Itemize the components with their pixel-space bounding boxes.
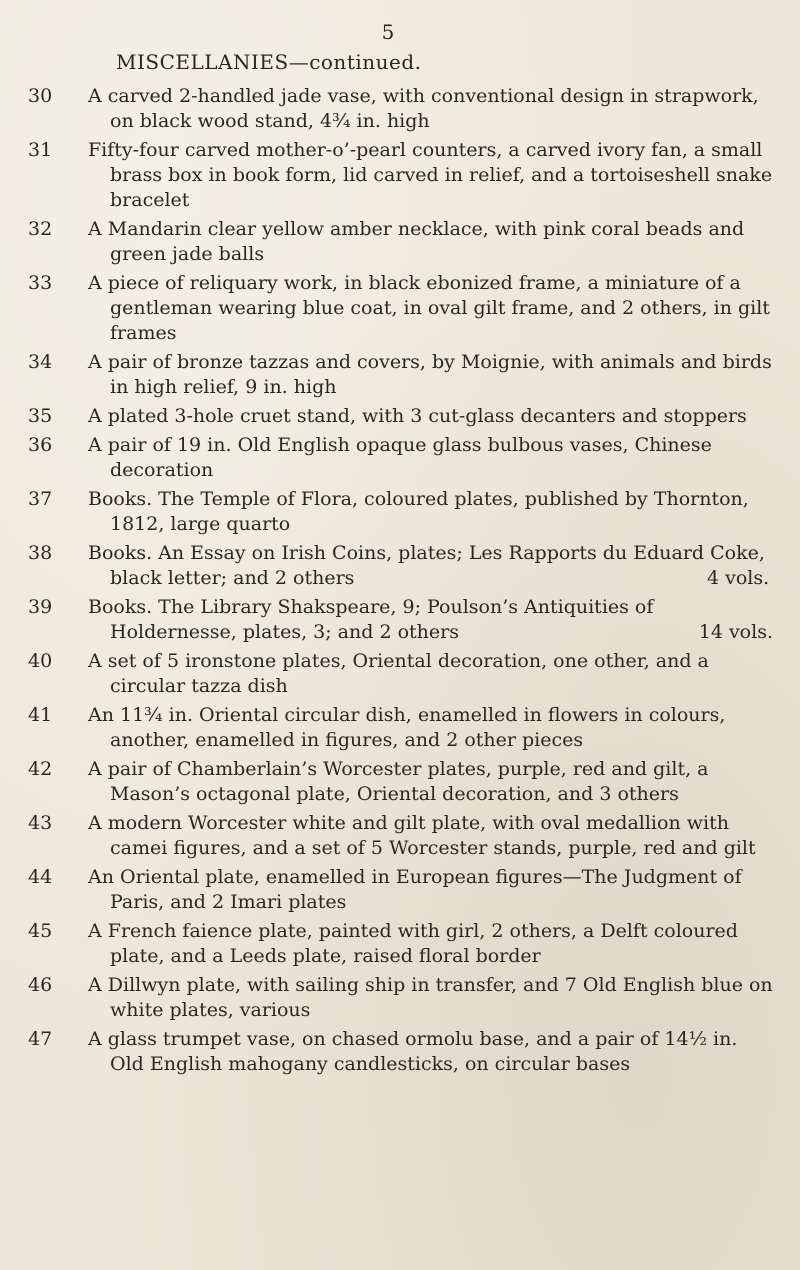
lot-volume-count: 14 vols. [698,621,773,643]
lot-number: 32 [28,218,53,240]
lot-description [88,595,773,645]
lot-entry-45 [28,919,773,969]
lot-description: A Dillwyn plate, with sailing ship in transfer, and 7 Old English blue on white plates, various [88,974,773,1021]
lot-description [88,541,773,591]
lot-entry-33 [28,271,773,346]
lot-description: Books. The Temple of Flora, coloured plates, published by Thornton, 1812, large quarto [88,488,749,535]
lot-entry-35 [28,404,773,429]
lot-description: A piece of reliquary work, in black ebonized frame, a miniature of a gentleman wearing blue coat, in oval gilt frame, and 2 others, in gilt frames [88,272,770,344]
lot-description: An Oriental plate, enamelled in European figures—The Judgment of Paris, and 2 Imari plates [88,866,742,913]
lot-description: An 11¾ in. Oriental circular dish, enamelled in flowers in colours, another, enamelled in figures, and 2 other pieces [88,704,726,751]
lot-entry-40 [28,649,773,699]
lot-description: A pair of bronze tazzas and covers, by Moignie, with animals and birds in high relief, 9 in. high [88,351,772,398]
lot-entry-43 [28,811,773,861]
lot-entry-41 [28,703,773,753]
lot-description: A modern Worcester white and gilt plate, with oval medallion with camei figures, and a set of 5 Worcester stands, purple, red and gilt [88,812,756,859]
lot-entry-42 [28,757,773,807]
lot-number: 43 [28,812,53,834]
lot-number: 31 [28,139,53,161]
lot-description: A pair of 19 in. Old English opaque glass bulbous vases, Chinese decoration [88,434,712,481]
lot-number: 41 [28,704,53,726]
lot-entry-44 [28,865,773,915]
lot-description-text: Books. The Library Shakspeare, 9; Poulson’s Antiquities of Holdernesse, plates, 3; and 2 others [88,596,654,643]
lot-description: A pair of Chamberlain’s Worcester plates, purple, red and gilt, a Mason’s octagonal plate, Oriental decoration, and 3 others [88,758,709,805]
lot-volume-count: 4 vols. [706,567,770,589]
lot-number: 36 [28,434,53,456]
lot-entry-30 [28,84,773,134]
lot-number: 44 [28,866,53,888]
lot-entry-36 [28,433,773,483]
lot-description-text: Books. An Essay on Irish Coins, plates; Les Rapports du Eduard Coke, black letter; and 2 others [88,542,765,589]
lot-number: 34 [28,351,53,373]
lot-entry-34 [28,350,773,400]
lot-entry-39 [28,595,773,645]
lot-entry-46 [28,973,773,1023]
lot-description: A plated 3-hole cruet stand, with 3 cut-glass decanters and stoppers [88,405,747,427]
lot-number: 37 [28,488,53,510]
lot-entry-47 [28,1027,773,1077]
lot-description: A carved 2-handled jade vase, with conventional design in strapwork, on black wood stand, 4¾ in. high [88,85,759,132]
lot-number: 39 [28,596,53,618]
lot-number: 47 [28,1028,53,1050]
lot-description: A glass trumpet vase, on chased ormolu base, and a pair of 14½ in. Old English mahogany candlesticks, on circular bases [88,1028,738,1075]
lot-description: Fifty-four carved mother-o’-pearl counters, a carved ivory fan, a small brass box in book form, lid carved in relief, and a tortoiseshell snake bracelet [88,139,773,211]
lot-description: A Mandarin clear yellow amber necklace, with pink coral beads and green jade balls [88,218,745,265]
page-number: 5 [381,20,395,44]
section-heading: MISCELLANIES—continued. [116,50,422,74]
lot-number: 46 [28,974,53,996]
lot-number: 35 [28,405,53,427]
lot-description: A French faience plate, painted with girl, 2 others, a Delft coloured plate, and a Leeds plate, raised floral border [88,920,738,967]
lot-number: 30 [28,85,53,107]
lot-number: 45 [28,920,53,942]
lot-list [28,84,773,1081]
lot-entry-37 [28,487,773,537]
lot-entry-32 [28,217,773,267]
lot-number: 33 [28,272,53,294]
lot-entry-38 [28,541,773,591]
lot-number: 42 [28,758,53,780]
lot-description: A set of 5 ironstone plates, Oriental decoration, one other, and a circular tazza dish [88,650,709,697]
lot-number: 38 [28,542,53,564]
lot-number: 40 [28,650,53,672]
lot-entry-31 [28,138,773,213]
